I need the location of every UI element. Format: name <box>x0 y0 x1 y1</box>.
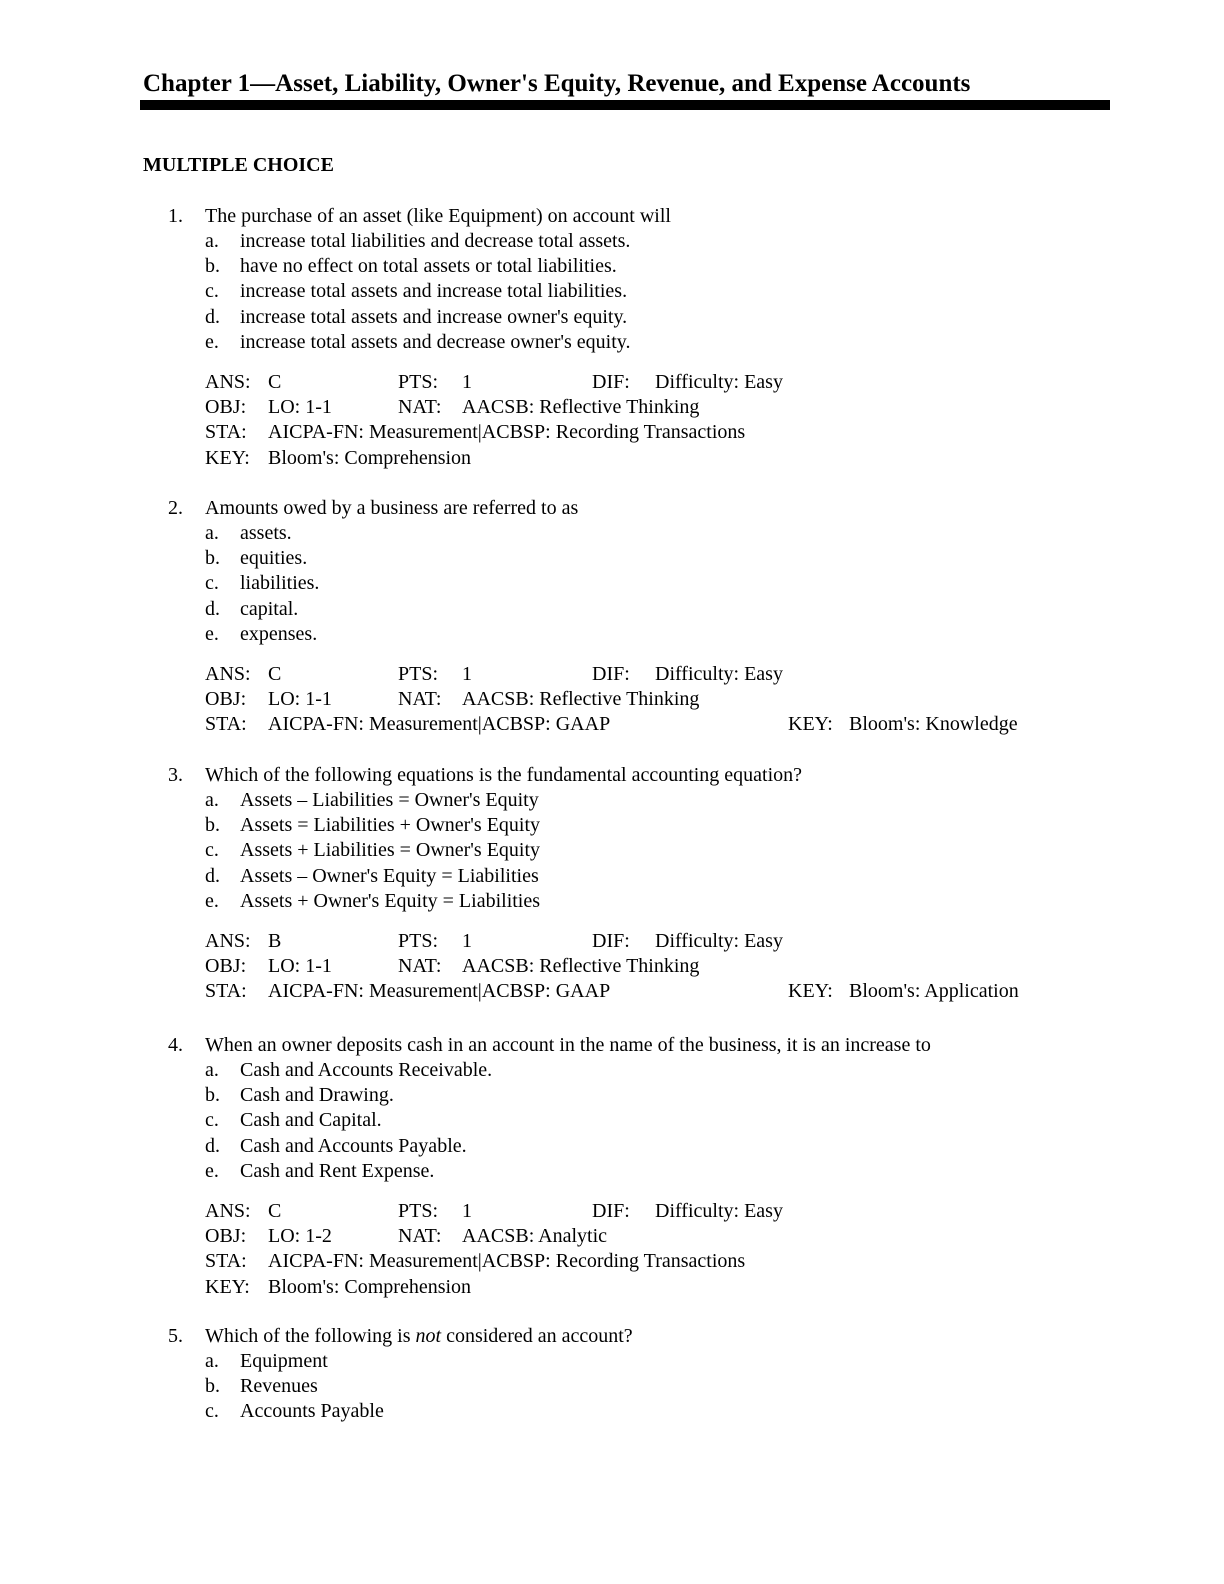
stem-part: considered an account? <box>441 1325 633 1347</box>
pts-value: 1 <box>462 370 472 393</box>
pts-value: 1 <box>462 929 472 952</box>
option-text: have no effect on total assets or total liabilities. <box>240 255 617 278</box>
option-text: Cash and Rent Expense. <box>240 1159 435 1182</box>
option-letter: d. <box>205 305 220 328</box>
ans-value: C <box>268 370 282 393</box>
dif-label: DIF: <box>592 370 630 393</box>
answer-option <box>168 229 1068 254</box>
pts-label: PTS: <box>398 662 439 685</box>
nat-value: AACSB: Reflective Thinking <box>462 396 700 419</box>
obj-label: OBJ: <box>205 955 247 978</box>
answer-option <box>168 546 1068 571</box>
section-heading: MULTIPLE CHOICE <box>143 154 334 176</box>
option-letter: c. <box>205 1400 219 1423</box>
option-letter: e. <box>205 1159 219 1182</box>
ans-label: ANS: <box>205 929 251 952</box>
answer-option <box>168 571 1068 596</box>
option-letter: b. <box>205 255 220 278</box>
stem-part: Which of the following is <box>205 1325 416 1347</box>
key-label: KEY: <box>205 446 250 469</box>
answer-option <box>168 1108 1068 1133</box>
option-text: Equipment <box>240 1350 328 1372</box>
question-text: When an owner deposits cash in an account in the name of the business, it is an increase to <box>205 1034 931 1056</box>
option-text: increase total assets and decrease owner's equity. <box>240 330 631 353</box>
dif-label: DIF: <box>592 929 630 952</box>
option-text: Cash and Capital. <box>240 1109 382 1132</box>
answer-option <box>168 889 1068 914</box>
sta-value: AICPA-FN: Measurement|ACBSP: GAAP <box>268 980 611 1003</box>
pts-value: 1 <box>462 662 472 685</box>
ans-value: B <box>268 929 282 952</box>
obj-label: OBJ: <box>205 688 247 711</box>
answer-option <box>168 330 1068 355</box>
question-stem <box>168 204 1068 229</box>
option-text: Assets – Owner's Equity = Liabilities <box>240 864 539 887</box>
sta-value: AICPA-FN: Measurement|ACBSP: GAAP <box>268 713 611 736</box>
option-text: liabilities. <box>240 572 320 595</box>
sta-value: AICPA-FN: Measurement|ACBSP: Recording Transactions <box>268 1250 746 1273</box>
answer-option <box>168 864 1068 889</box>
answer-option <box>168 622 1068 647</box>
option-text: equities. <box>240 547 308 570</box>
sta-label: STA: <box>205 421 247 444</box>
option-text: expenses. <box>240 622 318 645</box>
nat-value: AACSB: Reflective Thinking <box>462 688 700 711</box>
pts-value: 1 <box>462 1199 472 1222</box>
answer-option <box>168 1349 1068 1374</box>
question-number: 3. <box>168 764 183 786</box>
nat-label: NAT: <box>398 688 442 711</box>
question-number: 4. <box>168 1034 183 1056</box>
question-number: 1. <box>168 205 183 227</box>
obj-value: LO: 1-1 <box>268 955 332 978</box>
option-letter: d. <box>205 597 220 620</box>
option-letter: c. <box>205 280 219 303</box>
answer-option <box>168 305 1068 330</box>
answer-metadata <box>168 1199 1068 1300</box>
option-letter: d. <box>205 864 220 887</box>
sta-label: STA: <box>205 713 247 736</box>
key-value: Bloom's: Knowledge <box>849 713 1018 736</box>
option-text: assets. <box>240 522 292 544</box>
nat-value: AACSB: Analytic <box>462 1225 608 1248</box>
nat-label: NAT: <box>398 396 442 419</box>
question-stem <box>168 1324 1068 1349</box>
nat-label: NAT: <box>398 1225 442 1248</box>
question-3 <box>168 763 1068 1005</box>
stem-emphasis: not <box>415 1325 442 1347</box>
answer-metadata <box>168 929 1068 1005</box>
option-letter: a. <box>205 1350 219 1372</box>
option-text: Revenues <box>240 1375 318 1398</box>
option-text: Cash and Accounts Receivable. <box>240 1059 493 1081</box>
option-text: Accounts Payable <box>240 1400 384 1423</box>
option-letter: a. <box>205 1059 219 1081</box>
answer-option <box>168 597 1068 622</box>
obj-label: OBJ: <box>205 396 247 419</box>
pts-label: PTS: <box>398 1199 439 1222</box>
option-text: Assets + Liabilities = Owner's Equity <box>240 839 541 862</box>
ans-label: ANS: <box>205 662 251 685</box>
key-label: KEY: <box>788 713 833 736</box>
option-letter: c. <box>205 839 219 862</box>
option-text: increase total assets and increase total liabilities. <box>240 280 628 303</box>
title-rule <box>140 100 1110 110</box>
obj-value: LO: 1-2 <box>268 1225 332 1248</box>
obj-value: LO: 1-1 <box>268 396 332 419</box>
option-letter: b. <box>205 1084 220 1107</box>
dif-label: DIF: <box>592 662 630 685</box>
question-stem <box>168 1033 1068 1058</box>
option-letter: b. <box>205 1375 220 1398</box>
answer-option <box>168 1134 1068 1159</box>
dif-value: Difficulty: Easy <box>655 1199 783 1222</box>
sta-label: STA: <box>205 980 247 1003</box>
pts-label: PTS: <box>398 929 439 952</box>
answer-option <box>168 254 1068 279</box>
answer-option <box>168 813 1068 838</box>
key-label: KEY: <box>788 980 833 1003</box>
key-value: Bloom's: Comprehension <box>268 1275 472 1298</box>
nat-value: AACSB: Reflective Thinking <box>462 955 700 978</box>
answer-metadata <box>168 370 1068 471</box>
question-number: 2. <box>168 497 183 519</box>
answer-option <box>168 1399 1068 1424</box>
ans-label: ANS: <box>205 1199 251 1222</box>
question-stem <box>168 763 1068 788</box>
answer-option <box>168 788 1068 813</box>
option-letter: c. <box>205 1109 219 1132</box>
question-5 <box>168 1324 1068 1425</box>
answer-option <box>168 1083 1068 1108</box>
answer-option <box>168 838 1068 863</box>
option-letter: a. <box>205 789 219 811</box>
question-stem <box>168 496 1068 521</box>
option-text: Assets + Owner's Equity = Liabilities <box>240 889 541 912</box>
option-letter: b. <box>205 814 220 837</box>
key-value: Bloom's: Comprehension <box>268 446 472 469</box>
option-text: increase total assets and increase owner's equity. <box>240 305 628 328</box>
answer-option <box>168 521 1068 546</box>
option-letter: a. <box>205 230 219 252</box>
obj-label: OBJ: <box>205 1225 247 1248</box>
answer-option <box>168 1159 1068 1184</box>
question-text: Which of the following equations is the fundamental accounting equation? <box>205 764 803 786</box>
nat-label: NAT: <box>398 955 442 978</box>
question-text <box>205 1324 633 1349</box>
key-label: KEY: <box>205 1275 250 1298</box>
answer-option <box>168 1374 1068 1399</box>
option-text: increase total liabilities and decrease total assets. <box>240 230 631 252</box>
obj-value: LO: 1-1 <box>268 688 332 711</box>
question-4 <box>168 1033 1068 1300</box>
sta-value: AICPA-FN: Measurement|ACBSP: Recording Transactions <box>268 421 746 444</box>
answer-option <box>168 279 1068 304</box>
question-number: 5. <box>168 1325 183 1347</box>
option-text: Assets = Liabilities + Owner's Equity <box>240 814 541 837</box>
option-letter: e. <box>205 889 219 912</box>
answer-metadata <box>168 662 1068 738</box>
option-text: Assets – Liabilities = Owner's Equity <box>240 789 539 811</box>
dif-value: Difficulty: Easy <box>655 370 783 393</box>
option-letter: a. <box>205 522 219 544</box>
question-text: The purchase of an asset (like Equipment) on account will <box>205 205 671 227</box>
option-letter: e. <box>205 330 219 353</box>
question-1 <box>168 204 1068 471</box>
option-text: capital. <box>240 597 299 620</box>
ans-value: C <box>268 662 282 685</box>
dif-label: DIF: <box>592 1199 630 1222</box>
option-letter: c. <box>205 572 219 595</box>
option-letter: d. <box>205 1134 220 1157</box>
dif-value: Difficulty: Easy <box>655 662 783 685</box>
option-text: Cash and Accounts Payable. <box>240 1134 467 1157</box>
pts-label: PTS: <box>398 370 439 393</box>
option-letter: e. <box>205 622 219 645</box>
dif-value: Difficulty: Easy <box>655 929 783 952</box>
option-text: Cash and Drawing. <box>240 1084 394 1107</box>
ans-value: C <box>268 1199 282 1222</box>
ans-label: ANS: <box>205 370 251 393</box>
key-value: Bloom's: Application <box>849 980 1019 1003</box>
question-text: Amounts owed by a business are referred to as <box>205 497 579 519</box>
chapter-title: Chapter 1—Asset, Liability, Owner's Equity, Revenue, and Expense Accounts <box>143 70 971 97</box>
question-2 <box>168 496 1068 738</box>
sta-label: STA: <box>205 1250 247 1273</box>
option-letter: b. <box>205 547 220 570</box>
answer-option <box>168 1058 1068 1083</box>
